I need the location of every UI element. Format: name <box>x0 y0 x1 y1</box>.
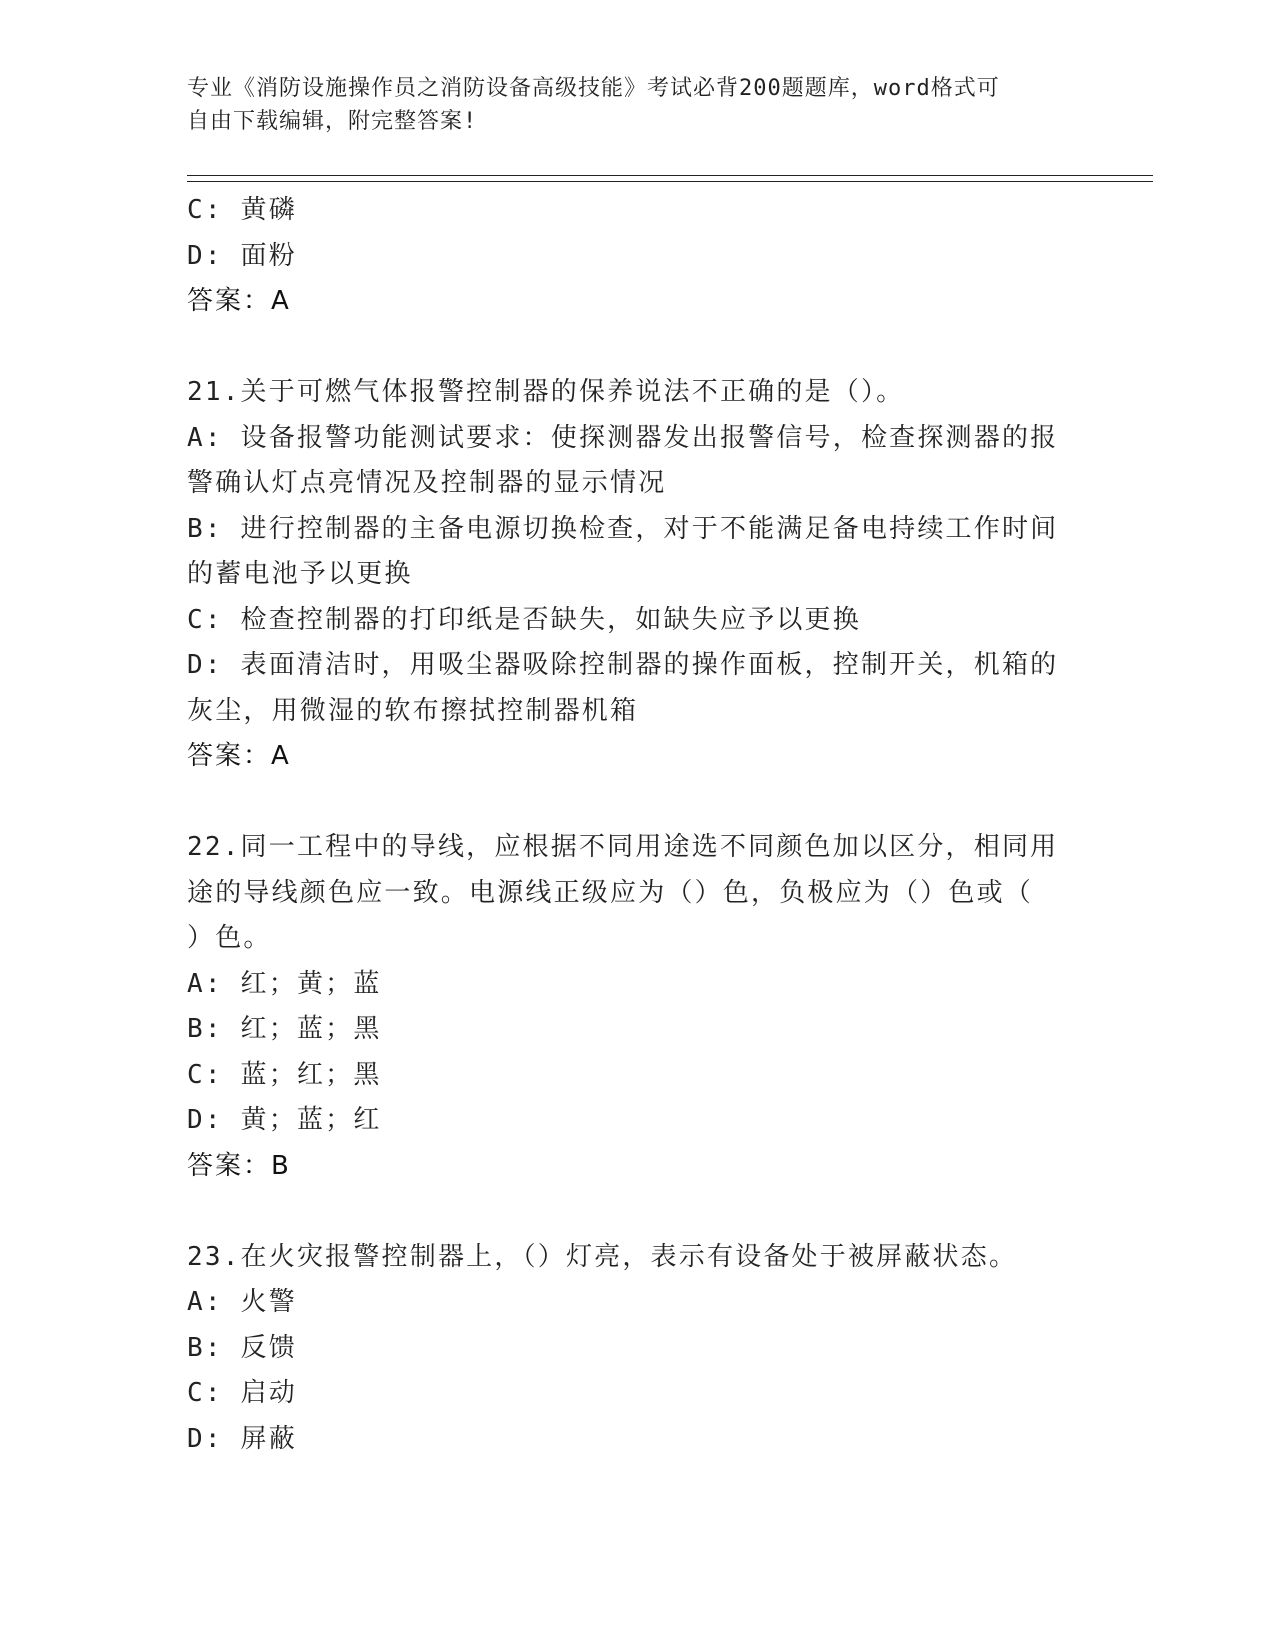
option-c-line: C: 检查控制器的打印纸是否缺失，如缺失应予以更换 <box>187 604 861 635</box>
option-b-line: B: 红；蓝；黑 <box>187 1014 382 1044</box>
header-divider-top <box>187 175 1153 176</box>
header-divider-bottom <box>187 181 1153 182</box>
option-b-line: B: 进行控制器的主备电源切换检查，对于不能满足备电持续工作时间 <box>187 513 1059 544</box>
question-stem-line: ）色。 <box>187 923 272 953</box>
option-d-line: 灰尘，用微湿的软布擦拭控制器机箱 <box>187 695 639 726</box>
spacer <box>187 325 1087 371</box>
header-line-2: 自由下载编辑，附完整答案! <box>187 109 478 134</box>
header-line-1: 专业《消防设施操作员之消防设备高级技能》考试必背200题题库，word格式可 <box>187 76 1000 101</box>
question-stem-line: 22.同一工程中的导线，应根据不同用途选不同颜色加以区分，相同用 <box>187 832 1059 862</box>
option-d-line: D: 黄；蓝；红 <box>187 1105 382 1135</box>
prev-option-c: C: 黄磷 <box>187 195 297 225</box>
question-23 <box>187 1235 1087 1463</box>
answer-line: 答案：A <box>187 741 291 771</box>
spacer <box>187 1189 1087 1235</box>
question-stem-line: 21.关于可燃气体报警控制器的保养说法不正确的是（）。 <box>187 377 905 407</box>
prev-option-d: D: 面粉 <box>187 240 297 271</box>
question-21 <box>187 370 1087 780</box>
answer-line: 答案：B <box>187 1150 291 1181</box>
option-b-line: B: 反馈 <box>187 1332 297 1363</box>
document-header <box>187 72 1067 138</box>
question-stem-line: 23.在火灾报警控制器上，（）灯亮，表示有设备处于被屏蔽状态。 <box>187 1241 1018 1272</box>
question-content <box>187 188 1087 1462</box>
option-a-line: A: 红；黄；蓝 <box>187 968 382 999</box>
spacer <box>187 780 1087 826</box>
option-a-line: 警确认灯点亮情况及控制器的显示情况 <box>187 468 667 498</box>
question-stem-line: 途的导线颜色应一致。电源线正级应为（）色，负极应为（）色或（ <box>187 877 1034 908</box>
option-c-line: C: 蓝；红；黑 <box>187 1059 382 1090</box>
option-d-line: D: 表面清洁时，用吸尘器吸除控制器的操作面板，控制开关，机箱的 <box>187 650 1059 680</box>
option-b-line: 的蓄电池予以更换 <box>187 559 413 589</box>
option-a-line: A: 火警 <box>187 1287 297 1317</box>
option-a-line: A: 设备报警功能测试要求：使探测器发出报警信号，检查探测器的报 <box>187 422 1059 453</box>
option-d-line: D: 屏蔽 <box>187 1423 297 1454</box>
option-c-line: C: 启动 <box>187 1378 297 1408</box>
prev-answer: 答案：A <box>187 286 291 316</box>
question-22 <box>187 825 1087 1189</box>
